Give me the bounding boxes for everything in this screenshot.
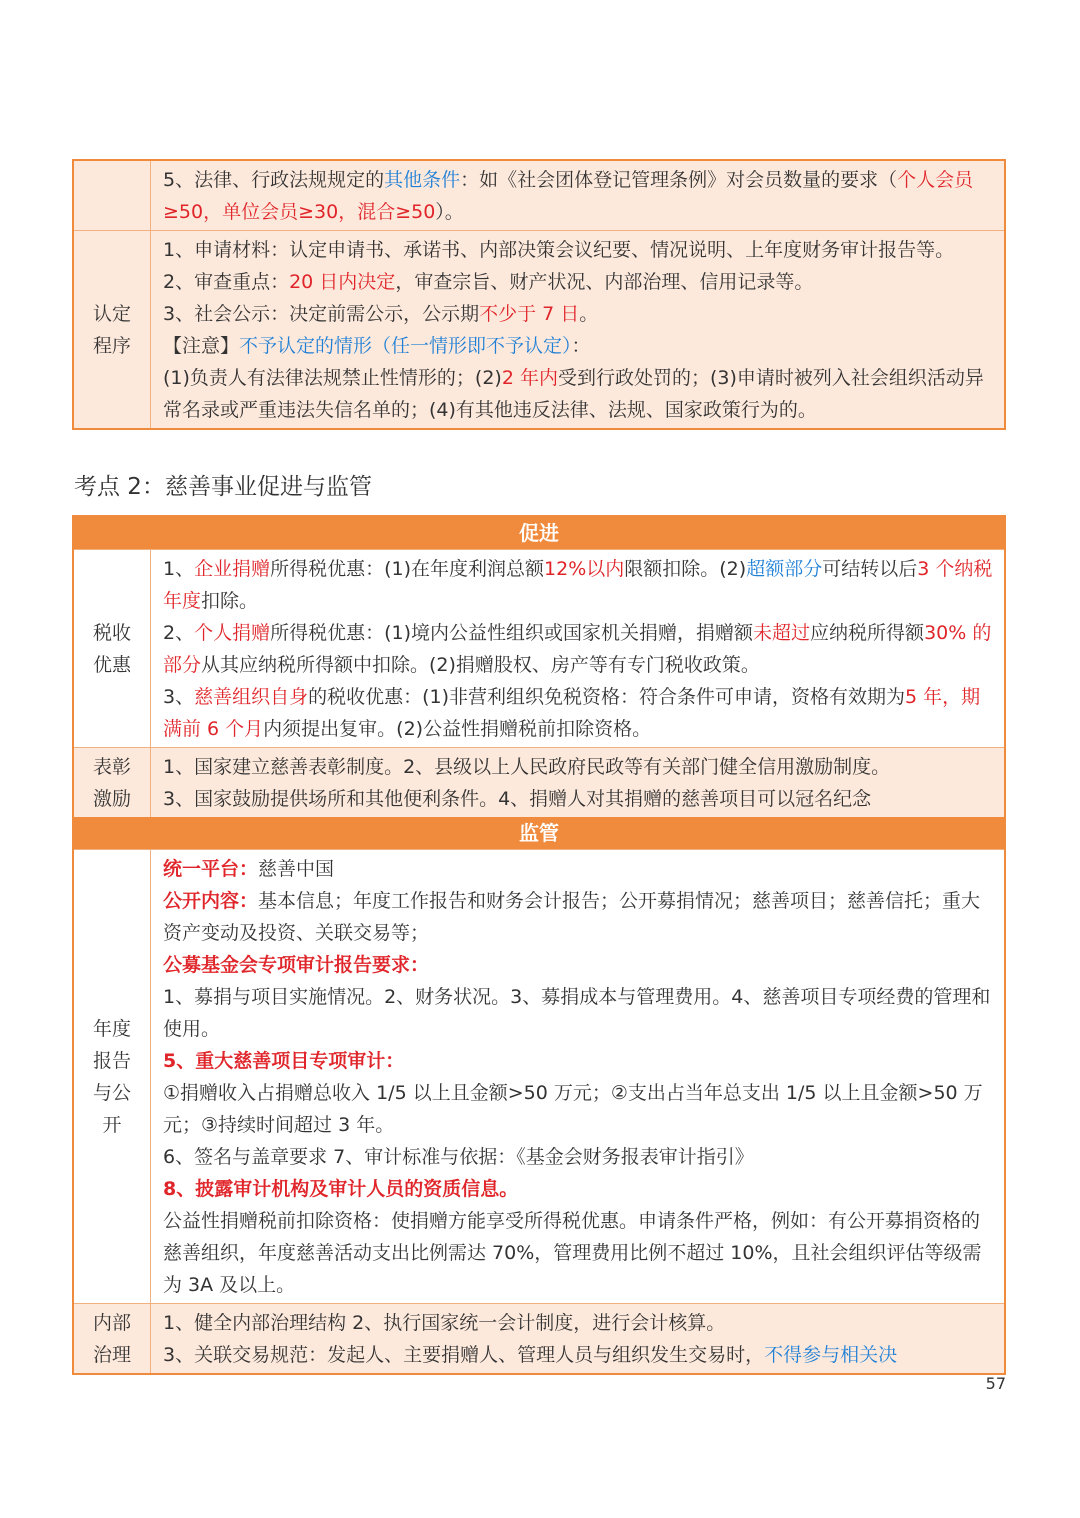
text: ）。 (435, 201, 464, 223)
row-label (74, 1304, 151, 1373)
text: 1、健全内部治理结构 2、执行国家统一会计制度，进行会计核算。 (163, 1312, 726, 1334)
table-row (74, 1303, 1004, 1373)
highlight-text: 个人会员≥50，单位会员≥30，混合≥50 (163, 169, 974, 223)
row-label-text: 内部治理 (92, 1311, 131, 1366)
highlight-text: 12%以内 (544, 558, 625, 580)
row-content (151, 550, 1004, 747)
highlight-text: 不得参与相关决 (764, 1344, 898, 1366)
text: 1、募捐与项目实施情况。2、财务状况。3、募捐成本与管理费用。4、慈善项目专项经费的管理和使用。 (163, 986, 991, 1040)
table-conditions (72, 159, 1006, 430)
text: 扣除。 (201, 590, 259, 612)
text: 的税收优惠：(1)非营利组织免税资格：符合条件可申请，资格有效期为 (308, 686, 906, 708)
text: 【注意】 (163, 335, 240, 357)
row-label-text: 表彰激励 (92, 755, 131, 810)
highlight-text: 超额部分 (746, 558, 823, 580)
subheading: 统一平台： (163, 858, 259, 880)
text: 内须提出复审。(2)公益性捐赠税前扣除资格。 (263, 718, 652, 740)
text: 6、签名与盖章要求 7、审计标准与依据：《基金会财务报表审计指引》 (163, 1146, 754, 1168)
row-label (74, 550, 151, 747)
page-number: 57 (985, 1374, 1006, 1393)
text: 受到行政处罚的；(3)申请时被列入社会组织活动异常名录或严重违法失信名单的；(4)有其他违反法律、法规、国家政策行为的。 (163, 367, 984, 421)
text: 3、社会公示：决定前需公示，公示期 (163, 303, 480, 325)
table-row (74, 549, 1004, 747)
row-content (151, 850, 1004, 1303)
subheading: 8、披露审计机构及审计人员的资质信息。 (163, 1178, 519, 1200)
highlight-text: 2 年内 (501, 367, 558, 389)
text: 5、法律、行政法规规定的 (163, 169, 385, 191)
text: 1、国家建立慈善表彰制度。2、县级以上人民政府民政等有关部门健全信用激励制度。 (163, 756, 891, 778)
row-label (74, 748, 151, 817)
band-supervise: 监管 (74, 817, 1004, 849)
text: 3、 (163, 686, 195, 708)
highlight-text: 3 个纳税年度 (163, 558, 993, 612)
table-row (74, 849, 1004, 1303)
text: (1)负责人有法律法规禁止性情形的；(2) (163, 367, 502, 389)
row-label-text: 税收优惠 (92, 621, 131, 676)
table-row (74, 161, 1004, 230)
subheading: 公开内容： (163, 890, 259, 912)
text: 从其应纳税所得额中扣除。(2)捐赠股权、房产等有专门税收政策。 (201, 654, 760, 676)
text: 1、申请材料：认定申请书、承诺书、内部决策会议纪要、情况说明、上年度财务审计报告等。 (163, 239, 955, 261)
highlight-text: 企业捐赠 (194, 558, 271, 580)
row-label (74, 850, 151, 1303)
highlight-text: 不少于 7 日 (479, 303, 580, 325)
row-label-text: 认定程序 (92, 302, 131, 357)
highlight-text: 不予认定的情形（任一情形即不予认定） (239, 335, 572, 357)
highlight-text: 20 日内决定 (289, 271, 396, 293)
table-promotion-supervision (72, 515, 1006, 1375)
row-label (74, 161, 151, 230)
row-content (151, 748, 1004, 817)
highlight-text: 30% 的部分 (163, 622, 992, 676)
text: 。 (579, 303, 599, 325)
text: 2、审查重点： (163, 271, 290, 293)
text: 限额扣除。(2) (624, 558, 747, 580)
highlight-text: 5 年，期满前 6 个月 (163, 686, 981, 740)
row-content (151, 231, 1004, 428)
band-promote: 促进 (74, 517, 1004, 549)
text: 应纳税所得额 (810, 622, 925, 644)
text: ①捐赠收入占捐赠总收入 1/5 以上且金额>50 万元；②支出占当年总支出 1/5 以上且金额>50 万元；③持续时间超过 3 年。 (163, 1082, 983, 1136)
section-heading: 考点 2：慈善事业促进与监管 (74, 474, 372, 500)
text: 基本信息；年度工作报告和财务会计报告；公开募捐情况；慈善项目；慈善信托；重大资产变动及投资、关联交易等； (163, 890, 981, 944)
highlight-text: 慈善组织自身 (194, 686, 309, 708)
text: 3、关联交易规范：发起人、主要捐赠人、管理人员与组织发生交易时， (163, 1344, 765, 1366)
text: 可结转以后 (822, 558, 918, 580)
text: 3、国家鼓励提供场所和其他便利条件。4、捐赠人对其捐赠的慈善项目可以冠名纪念 (163, 788, 872, 810)
subheading: 公募基金会专项审计报告要求： (163, 954, 430, 976)
table-row (74, 747, 1004, 817)
subheading: 5、重大慈善项目专项审计： (163, 1050, 405, 1072)
highlight-text: 个人捐赠 (194, 622, 271, 644)
row-content (151, 1304, 1004, 1373)
text: 所得税优惠：(1)在年度利润总额 (270, 558, 545, 580)
highlight-text: 未超过 (753, 622, 811, 644)
row-content (151, 161, 1004, 230)
row-label (74, 231, 151, 428)
text: ：如《社会团体登记管理条例》对会员数量的要求（ (460, 169, 898, 191)
text: 慈善中国 (258, 858, 335, 880)
text: ： (571, 335, 591, 357)
text: 所得税优惠：(1)境内公益性组织或国家机关捐赠，捐赠额 (270, 622, 754, 644)
text: 1、 (163, 558, 195, 580)
table-row (74, 230, 1004, 428)
highlight-text: 其他条件 (384, 169, 461, 191)
row-label-text: 年度报告与公开 (92, 1017, 131, 1136)
text: ，审查宗旨、财产状况、内部治理、信用记录等。 (395, 271, 814, 293)
text: 2、 (163, 622, 195, 644)
text: 公益性捐赠税前扣除资格：使捐赠方能享受所得税优惠。申请条件严格，例如：有公开募捐资格的慈善组织，年度慈善活动支出比例需达 70%，管理费用比例不超过 10%，且社会组织评估等级需为 3A 及以上。 (163, 1210, 982, 1296)
